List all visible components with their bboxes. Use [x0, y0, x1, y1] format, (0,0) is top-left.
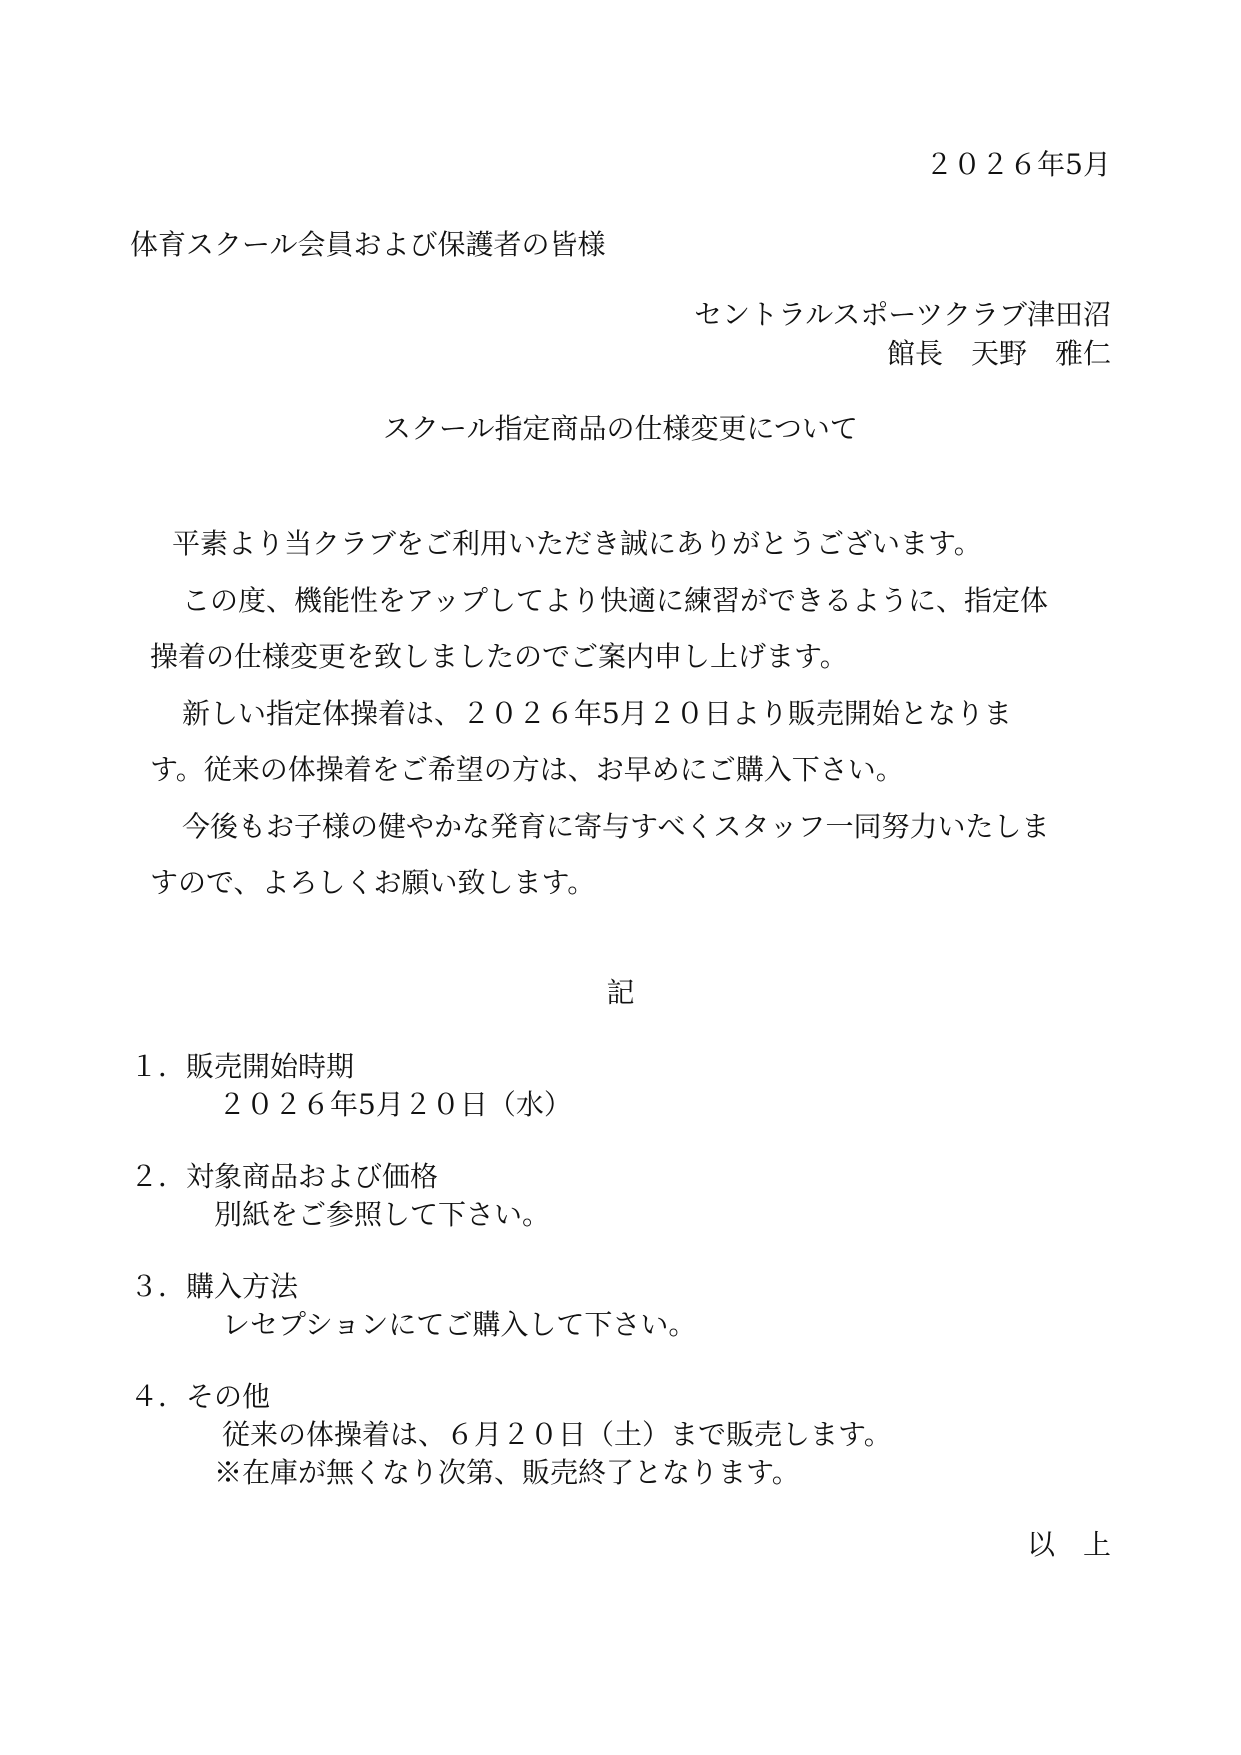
ki-heading: 記 [606, 976, 635, 1009]
body-line: 平素より当クラブをご利用いただき誠にありがとうございます。 [172, 527, 982, 560]
recipient-line: 体育スクール会員および保護者の皆様 [130, 228, 606, 261]
body-line: 新しい指定体操着は、２０２６年5月２０日より販売開始となりま [182, 697, 1012, 730]
sender-organization: セントラルスポーツクラブ津田沼 [694, 298, 1111, 331]
closing-mark: 以 上 [1026, 1528, 1111, 1561]
document-title: スクール指定商品の仕様変更について [383, 412, 858, 445]
item-detail: ２０２６年5月２０日（水） [218, 1088, 572, 1121]
item-detail: 従来の体操着は、６月２０日（土）まで販売します。 [222, 1418, 892, 1451]
item-detail: レセプションにてご購入して下さい。 [222, 1308, 697, 1341]
item-heading: ２．対象商品および価格 [130, 1160, 439, 1193]
body-line: 今後もお子様の健やかな発育に寄与すべくスタッフ一同努力いたしま [182, 810, 1050, 843]
document-date: ２０２６年5月 [925, 148, 1111, 181]
item-detail: ※在庫が無くなり次第、販売終了となります。 [214, 1456, 800, 1489]
item-heading: １．販売開始時期 [130, 1050, 355, 1083]
item-heading: ３．購入方法 [130, 1270, 299, 1303]
body-line: この度、機能性をアップしてより快適に練習ができるように、指定体 [182, 584, 1049, 617]
body-line: す。従来の体操着をご希望の方は、お早めにご購入下さい。 [150, 753, 904, 786]
body-line: 操着の仕様変更を致しましたのでご案内申し上げます。 [150, 640, 848, 673]
body-line: すので、よろしくお願い致します。 [150, 866, 596, 899]
sender-name: 館長 天野 雅仁 [886, 337, 1111, 370]
item-heading: ４．その他 [130, 1380, 271, 1413]
item-detail: 別紙をご参照して下さい。 [214, 1198, 551, 1231]
